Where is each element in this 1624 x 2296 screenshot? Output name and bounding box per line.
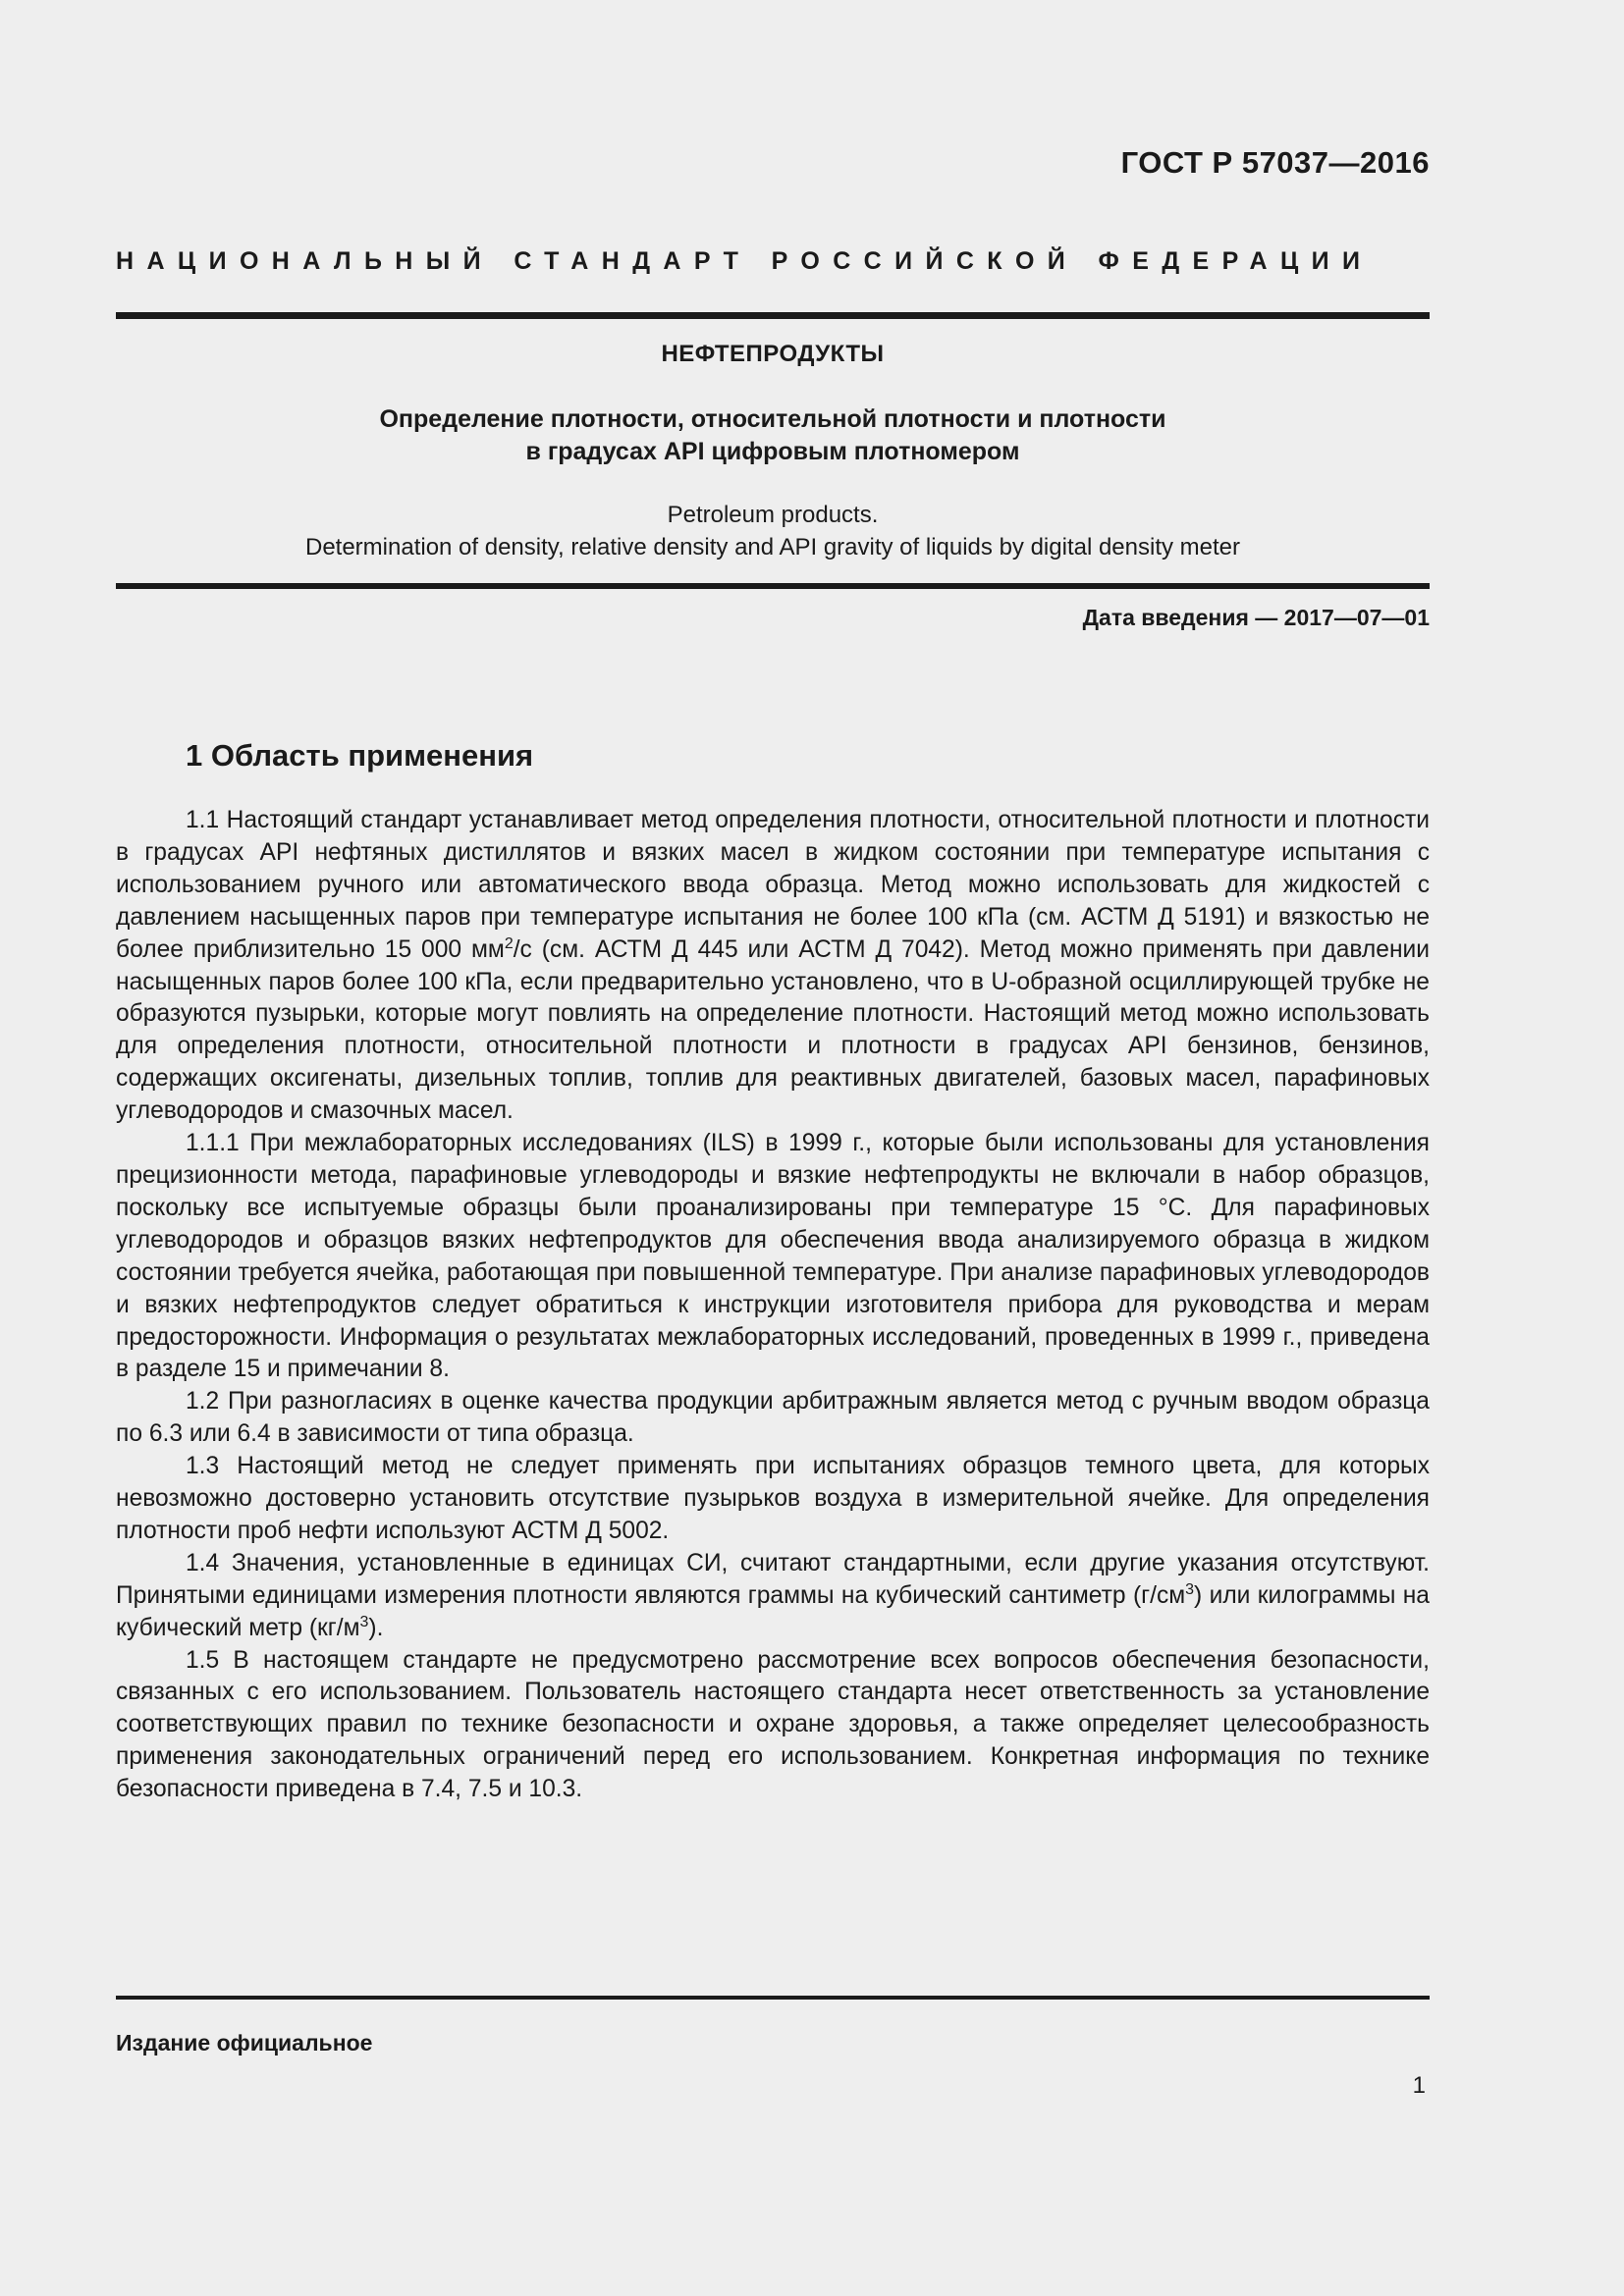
page-number: 1 — [1412, 2072, 1426, 2099]
english-title-line-1: Petroleum products. — [667, 502, 879, 528]
paragraph-1-3: 1.3 Настоящий метод не следует применять при испытаниях образцов темного цвета, для которых невозможно достоверно установить отсутствие пузырьков воздуха в измерительной ячейке. Для определения плотности проб нефти используют АСТМ Д 5002. — [116, 1453, 1430, 1544]
top-divider — [116, 312, 1430, 319]
subtitle-line-1: Определение плотности, относительной плотности и плотности — [379, 405, 1166, 433]
section-heading: 1 Область применения — [186, 738, 534, 773]
paragraph-1-2: 1.2 При разногласиях в оценке качества продукции арбитражным является метод с ручным вводом образца по 6.3 или 6.4 в зависимости от типа образца. — [116, 1388, 1430, 1448]
document-subtitle — [116, 403, 1430, 468]
english-title-line-2: Determination of density, relative density and API gravity of liquids by digital density meter — [304, 534, 1241, 561]
english-title — [116, 499, 1430, 563]
subtitle-line-2: в градусах API цифровым плотномером — [525, 438, 1020, 465]
national-standard-banner: НАЦИОНАЛЬНЫЙ СТАНДАРТ РОССИЙСКОЙ ФЕДЕРАЦИИ — [116, 247, 1374, 275]
edition-label: Издание официальное — [116, 2030, 373, 2056]
paragraph-1-1-1: 1.1.1 При межлабораторных исследованиях (ILS) в 1999 г., которые были использованы для установления прецизионности метода, парафиновые углеводороды и вязкие нефтепродукты не включали в набор образцов, поскольку все испытуемые образцы были проанализированы при температуре 15 °С. Для парафиновых углеводородов и образцов вязких нефтепродуктов для обеспечения ввода анализируемого образца в жидком состоянии требуется ячейка, работающая при повышенной температуре. При анализе парафиновых углеводородов и вязких нефтепродуктов следует обратиться к инструкции изготовителя прибора для руководства и мерам предосторожности. Информация о результатах межлабораторных исследований, проведенных в 1999 г., приведена в разделе 15 и примечании 8. — [116, 1130, 1430, 1383]
paragraph-1-1: 1.1 Настоящий стандарт устанавливает метод определения плотности, относительной плотности и плотности в градусах API нефтяных дистиллятов и вязких масел в жидком состоянии при температуре испытания с использованием ручного или автоматического ввода образца. Метод можно использовать для жидкостей с давлением насыщенных паров при температуре испытания не более 100 кПа (см. АСТМ Д 5191) и вязкостью не более приблизительно 15 000 $мм^2/с$ (см. АСТМ Д 445 или АСТМ Д 7042). Метод можно применять при давлении насыщенных паров более 100 кПа, если предварительно установлено, что в U-образной осциллирующей трубке не образуются пузырьки, которые могут повлиять на определение плотности. Настоящий метод можно использовать для определения плотности, относительной плотности и плотности в градусах API бензинов, бензинов, содержащих оксигенаты, дизельных топлив, топлив для реактивных двигателей, базовых масел, парафиновых углеводородов и смазочных масел. — [116, 807, 1430, 1125]
title-divider — [116, 583, 1430, 589]
document-title: НЕФТЕПРОДУКТЫ — [661, 341, 885, 367]
section-body — [116, 805, 1430, 1806]
footer-divider — [116, 1996, 1430, 2000]
paragraph-1-5: 1.5 В настоящем стандарте не предусмотрено рассмотрение всех вопросов обеспечения безопасности, связанных с его использованием. Пользователь настоящего стандарта несет ответственность за установление соответствующих правил по технике безопасности и охране здоровья, а также определяет целесообразность применения законодательных ограничений перед его использованием. Конкретная информация по технике безопасности приведена в 7.4, 7.5 и 10.3. — [116, 1646, 1430, 1803]
paragraph-1-4: 1.4 Значения, установленные в единицах СИ, считают стандартными, если другие указания отсутствуют. Принятыми единицами измерения плотности являются граммы на кубический сантиметр $(г/см^3)$ или килограммы на кубический метр $(кг/м^3)$. — [116, 1549, 1430, 1641]
introduction-date: Дата введения — 2017—07—01 — [1082, 605, 1430, 630]
document-code: ГОСТ Р 57037—2016 — [1120, 145, 1430, 180]
